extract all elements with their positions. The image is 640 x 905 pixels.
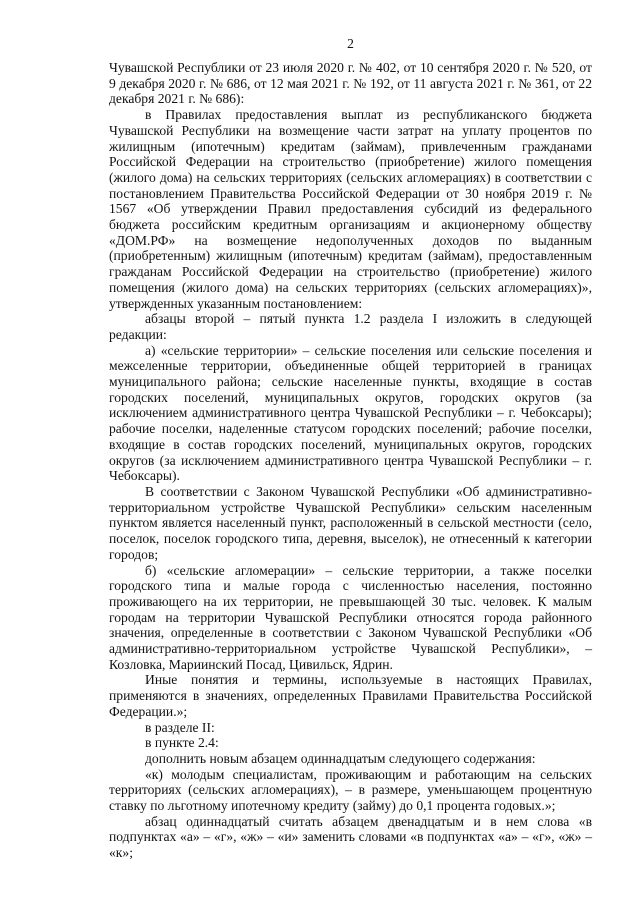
paragraph-rural-agglomerations: б) «сельские агломерации» – сельские территории, а также поселки городского типа и малые города с численностью населения, постоянно проживающего на их территории, не превышающей 30 тыс. человек. К малым городам на территории Чувашской Республики относятся города районного значения, определенные в соответствии с Законом Чувашской Республики «Об административно-территориальном устройстве Чувашской Республики», – Козловка, Мариинский Посад, Цивильск, Ядрин. bbox=[109, 562, 592, 672]
paragraph-continuation: Чувашской Республики от 23 июля 2020 г. № 402, от 10 сентября 2020 г. № 520, от 9 декабря 2020 г. № 686, от 12 мая 2021 г. № 192, от 11 августа 2021 г. № 361, от 22 декабря 2021 г. № 686): bbox=[109, 60, 592, 107]
paragraph-young-specialists: «к) молодым специалистам, проживающим и работающим на сельских территориях (сельских агломерациях), – в размере, уменьшающем процентную ставку по льготному ипотечному кредиту (займу) до 0,1 процента годовых.»; bbox=[109, 766, 592, 814]
paragraph-law-reference: В соответствии с Законом Чувашской Республики «Об административно-территориальном устройстве Чувашской Республики» сельским населенным пунктом является населенный пункт, расположенный в сельской местности (село, поселок, поселок городского типа, деревня, выселок), не отнесенный к категории городов; bbox=[109, 483, 592, 562]
paragraph-section-two: в разделе II: bbox=[145, 719, 215, 735]
paragraph-other-terms: Иные понятия и термины, используемые в настоящих Правилах, применяются в значениях, определенных Правилами Правительства Российской Федерации.»; bbox=[109, 672, 592, 719]
paragraph-rules-intro: в Правилах предоставления выплат из республиканского бюджета Чувашской Республики на возмещение части затрат на уплату процентов по жилищным (ипотечным) кредитам (займам), привлеченным гражданами Российской Федерации на строительство (приобретение) жилого помещения (жилого дома) на сельских территориях (сельских агломерациях) в соответствии с постановлением Правительства Российской Федерации от 30 ноября 2019 г. № 1567 «Об утверждении Правил предоставления субсидий из федерального бюджета российским кредитным организациям и акционерному обществу «ДОМ.РФ» на возмещение недополученных доходов по выданным (приобретенным) жилищным (ипотечным) кредитам (займам), предоставленным гражданам Российской Федерации на строительство (приобретение) жилого помещения (жилого дома) на сельских территориях (сельских агломерациях)», утвержденных указанным постановлением: bbox=[109, 107, 592, 311]
page-number: 2 bbox=[347, 36, 354, 51]
paragraph-add-eleventh: дополнить новым абзацем одиннадцатым следующего содержания: bbox=[145, 750, 536, 766]
paragraph-twelfth: абзац одиннадцатый считать абзацем двенадцатым и в нем слова «в подпунктах «а» – «г», «ж» – «и» заменить словами «в подпунктах «а» – «г», «ж» – «к»; bbox=[109, 813, 592, 861]
document-body bbox=[109, 60, 592, 861]
paragraph-point-2-4: в пункте 2.4: bbox=[145, 735, 219, 751]
paragraph-rural-territories: а) «сельские территории» – сельские поселения или сельские поселения и межселенные территории, объединенные общей территорией в границах муниципального района; сельские населенные пункты, входящие в состав городских поселений, муниципальных округов, городских округов (за исключением административного центра Чувашской Республики – г. Чебоксары); рабочие поселки, наделенные статусом городских поселений; рабочие поселки, входящие в состав городских поселений, муниципальных округов, городских округов (за исключением административного центра Чувашской Республики – г. Чебоксары). bbox=[109, 342, 592, 484]
paragraph-amend-clause: абзацы второй – пятый пункта 1.2 раздела I изложить в следующей редакции: bbox=[109, 311, 592, 342]
